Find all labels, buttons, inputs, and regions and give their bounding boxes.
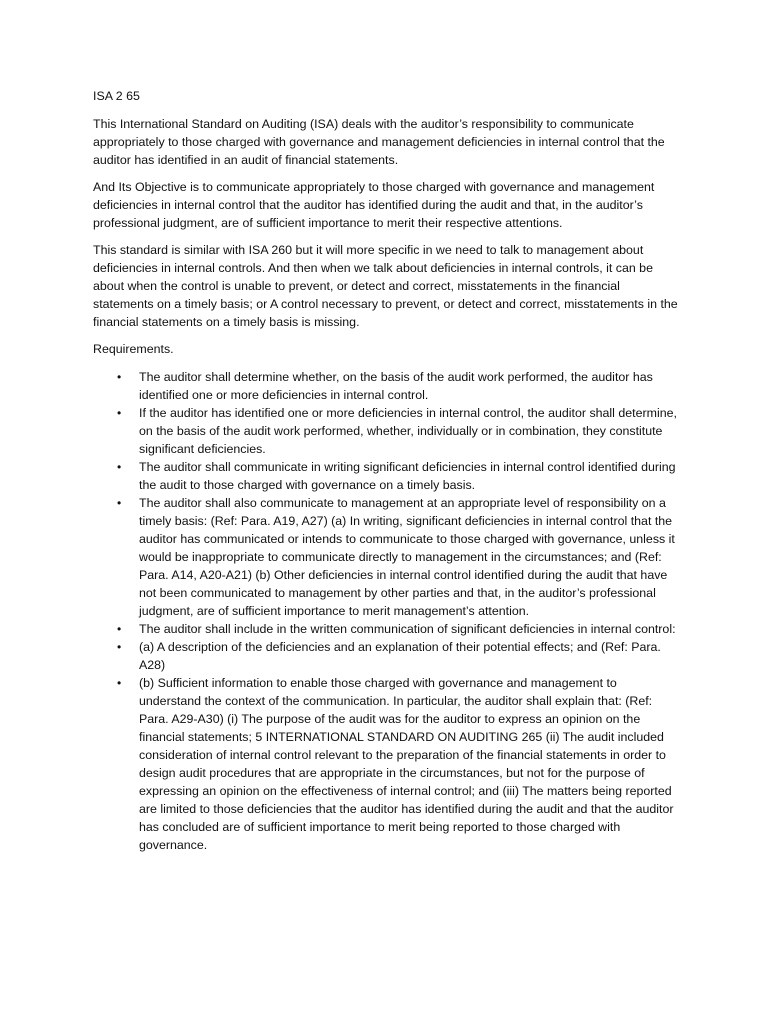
bullet-icon: • xyxy=(117,406,122,420)
requirement-text: The auditor shall include in the written communication of significant deficiencies in internal control: xyxy=(139,622,676,636)
requirements-list xyxy=(93,368,678,854)
requirement-text: The auditor shall communicate in writing significant deficiencies in internal control identified during the audit to those charged with governance on a timely basis. xyxy=(139,460,676,492)
bullet-icon: • xyxy=(117,622,122,636)
requirement-item xyxy=(93,620,678,638)
bullet-icon: • xyxy=(117,676,122,690)
requirement-item xyxy=(93,674,678,854)
document-page xyxy=(93,87,678,854)
bullet-icon: • xyxy=(117,640,122,654)
requirement-item xyxy=(93,458,678,494)
requirement-item xyxy=(93,368,678,404)
bullet-icon: • xyxy=(117,496,122,510)
intro-paragraph: This International Standard on Auditing (ISA) deals with the auditor’s responsibility to communicate appropriately to those charged with governance and management deficiencies in internal control that the auditor has identified in an audit of financial statements. xyxy=(93,117,665,167)
requirement-text: The auditor shall determine whether, on the basis of the audit work performed, the auditor has identified one or more deficiencies in internal control. xyxy=(139,370,653,402)
requirement-item xyxy=(93,494,678,620)
requirement-item xyxy=(93,638,678,674)
objective-paragraph: And Its Objective is to communicate appropriately to those charged with governance and management deficiencies in internal control that the auditor has identified during the audit and that, in the auditor’s professional judgment, are of sufficient importance to merit their respective attentions. xyxy=(93,180,655,230)
bullet-icon: • xyxy=(117,460,122,474)
bullet-icon: • xyxy=(117,370,122,384)
requirements-title: Requirements. xyxy=(93,342,174,356)
requirement-item xyxy=(93,404,678,458)
requirement-text: (b) Sufficient information to enable those charged with governance and management to understand the context of the communication. In particular, the auditor shall explain that: (Ref: Para. A29-A30) (i) The purpose of the audit was for the auditor to express an opinion on the financial statements; 5 INTERNATIONAL STANDARD ON AUDITING 265 (ii) The audit included consideration of internal control relevant to the preparation of the financial statements in order to design audit procedures that are appropriate in the circumstances, but not for the purpose of expressing an opinion on the effectiveness of internal control; and (iii) The matters being reported are limited to those deficiencies that the auditor has identified during the audit and that the auditor has concluded are of sufficient importance to merit being reported to those charged with governance. xyxy=(139,676,674,852)
requirement-text: The auditor shall also communicate to management at an appropriate level of responsibility on a timely basis: (Ref: Para. A19, A27) (a) In writing, significant deficiencies in internal control that the auditor has communicated or intends to communicate to those charged with governance, unless it would be inappropriate to communicate directly to management in the circumstances; and (Ref: Para. A14, A20-A21) (b) Other deficiencies in internal control identified during the audit that have not been communicated to management by other parties and that, in the auditor’s professional judgment, are of sufficient importance to merit management’s attention. xyxy=(139,496,675,618)
requirement-text: (a) A description of the deficiencies and an explanation of their potential effects; and (Ref: Para. A28) xyxy=(139,640,661,672)
requirement-text: If the auditor has identified one or more deficiencies in internal control, the auditor shall determine, on the basis of the audit work performed, whether, individually or in combination, they constitute significant deficiencies. xyxy=(139,406,677,456)
comparison-paragraph: This standard is similar with ISA 260 but it will more specific in we need to talk to management about deficiencies in internal controls. And then when we talk about deficiencies in internal controls, it can be about when the control is unable to prevent, or detect and correct, misstatements in the financial statements on a timely basis; or A control necessary to prevent, or detect and correct, misstatements in the financial statements on a timely basis is missing. xyxy=(93,243,678,329)
document-heading: ISA 2 65 xyxy=(93,89,140,103)
